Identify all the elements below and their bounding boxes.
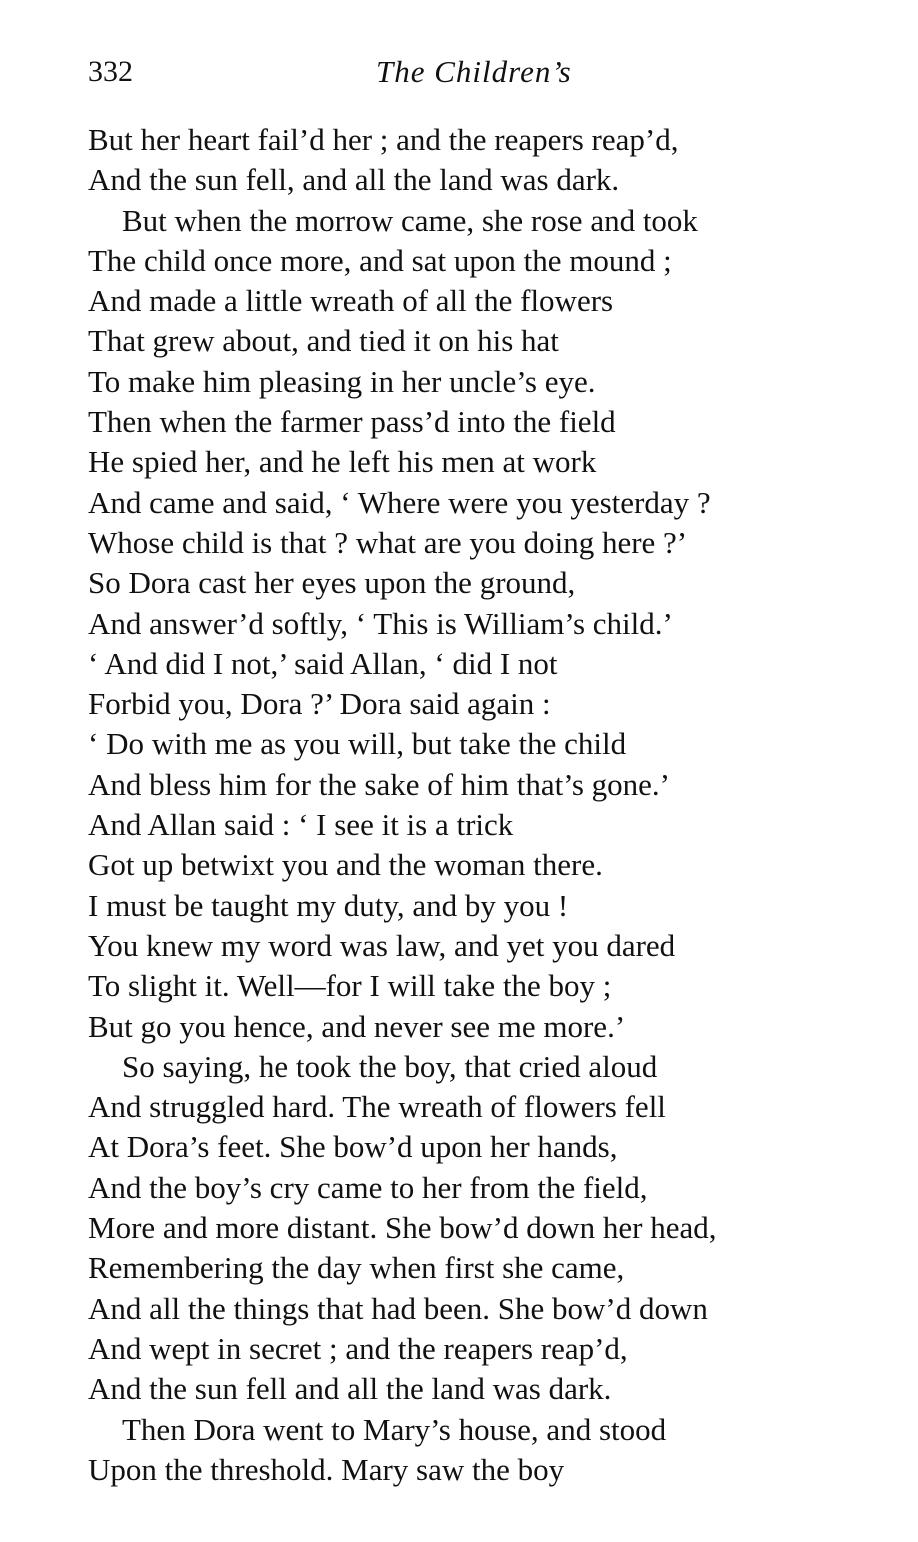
running-title: The Children’s [376,54,572,89]
poem-line: The child once more, and sat upon the mound ; [88,242,672,278]
poem-line: Remembering the day when first she came, [88,1250,625,1286]
poem-line: But go you hence, and never see me more.’ [88,1008,626,1044]
poem-line: And the sun fell, and all the land was dark. [88,162,620,198]
poem-line: And the sun fell and all the land was dark. [88,1371,612,1407]
poem-line: But her heart fail’d her ; and the reapers reap’d, [88,122,679,157]
poem-line: ‘ And did I not,’ said Allan, ‘ did I not [88,645,558,681]
poem-line: I must be taught my duty, and by you ! [88,887,569,923]
poem-line: You knew my word was law, and yet you dared [88,927,676,963]
poem-line: And came and said, ‘ Where were you yesterday ? [88,484,711,520]
poem-line: And made a little wreath of all the flowers [88,283,614,319]
running-head [88,50,868,94]
poem-line: And all the things that had been. She bow’d down [88,1290,708,1326]
poem-line: More and more distant. She bow’d down her head, [88,1210,717,1246]
poem-line: So Dora cast her eyes upon the ground, [88,565,576,601]
poem-line: Upon the threshold. Mary saw the boy [88,1451,565,1487]
poem-line: And answer’d softly, ‘ This is William’s child.’ [88,605,673,641]
poem-line: At Dora’s feet. She bow’d upon her hands, [88,1129,618,1165]
poem-line: He spied her, and he left his men at work [88,444,597,480]
poem-line: Got up betwixt you and the woman there. [88,847,603,883]
poem-line: And Allan said : ‘ I see it is a trick [88,807,514,843]
poem-line: And bless him for the sake of him that’s gone.’ [88,766,671,802]
poem-line: To slight it. Well—for I will take the boy ; [88,968,612,1004]
poem-line: And the boy’s cry came to her from the field, [88,1169,648,1205]
poem-line: To make him pleasing in her uncle’s eye. [88,363,596,399]
poem-line: And struggled hard. The wreath of flowers fell [88,1089,666,1125]
poem-line: And wept in secret ; and the reapers reap’d, [88,1330,628,1366]
poem-line: Whose child is that ? what are you doing here ?’ [88,524,688,560]
poem-line: Forbid you, Dora ?’ Dora said again : [88,686,551,722]
poem-line: But when the morrow came, she rose and took [122,202,698,238]
poem-line: ‘ Do with me as you will, but take the child [88,726,627,762]
page-number: 332 [88,55,133,88]
poem-line: Then when the farmer pass’d into the field [88,404,616,440]
poem-line: That grew about, and tied it on his hat [88,323,559,359]
poem-line: So saying, he took the boy, that cried aloud [122,1048,658,1084]
poem-text [88,120,888,1490]
poem-line: Then Dora went to Mary’s house, and stood [122,1411,667,1447]
